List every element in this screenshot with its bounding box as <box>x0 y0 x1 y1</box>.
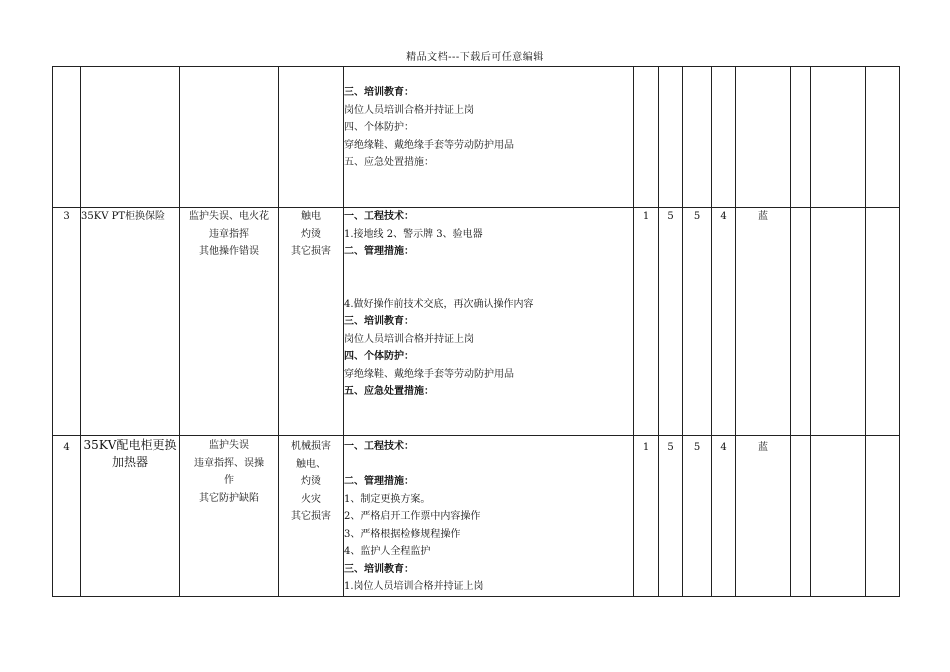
control-measures <box>344 208 634 436</box>
work-item: 35KV PT柜换保险 <box>81 208 180 436</box>
score-e: 5 <box>659 208 683 436</box>
score-e: 5 <box>659 436 683 597</box>
measure-line: 穿绝缘鞋、戴绝缘手套等劳动防护用品 <box>344 139 514 151</box>
page-header: 精品文档---下载后可任意编辑 <box>406 52 544 63</box>
accident-line: 触电、 <box>296 458 326 470</box>
empty-cell <box>866 436 900 597</box>
measure-line: 三、培训教育： <box>344 316 414 327</box>
accident-line: 灼烫 <box>301 476 321 487</box>
risk-level: 蓝 <box>736 436 791 597</box>
measure-line: 4、监护人全程监护 <box>344 546 431 557</box>
table-row <box>53 208 900 436</box>
score-e <box>659 67 683 208</box>
hazard-line: 监护失误、电火花 <box>189 211 269 222</box>
score-l: 1 <box>634 208 659 436</box>
accident-cell <box>279 67 344 208</box>
measure-line: 岗位人员培训合格并持证上岗 <box>344 104 474 116</box>
score-c: 5 <box>683 208 712 436</box>
measure-line: 二、管理措施： <box>344 246 414 257</box>
empty-cell <box>811 67 866 208</box>
measure-line: 穿绝缘鞋、戴绝缘手套等劳动防护用品 <box>344 368 514 380</box>
control-measures <box>344 67 634 208</box>
hazard-line: 违章指挥、误操作 <box>194 457 264 486</box>
measure-line: 1.岗位人员培训合格并持证上岗 <box>344 581 484 592</box>
row-number: 3 <box>53 208 81 436</box>
hazard-cell <box>180 67 279 208</box>
empty-cell <box>811 208 866 436</box>
score-d: 4 <box>712 436 736 597</box>
hazard-line: 其他操作错误 <box>199 246 259 257</box>
measure-line: 4.做好操作前技术交底，再次确认操作内容 <box>344 298 534 310</box>
row-number: 4 <box>53 436 81 597</box>
measure-line: 一、工程技术： <box>344 211 414 222</box>
work-item <box>81 67 180 208</box>
score-l: 1 <box>634 436 659 597</box>
empty-cell <box>791 67 811 208</box>
hazard-line: 违章指挥 <box>209 228 249 240</box>
table-row <box>53 67 900 208</box>
control-measures <box>344 436 634 597</box>
score-d: 4 <box>712 208 736 436</box>
score-d <box>712 67 736 208</box>
accident-line: 灼烫 <box>301 228 321 240</box>
score-c <box>683 67 712 208</box>
accident-line: 其它损害 <box>291 246 331 257</box>
hazard-cell <box>180 436 279 597</box>
empty-cell <box>791 208 811 436</box>
measure-line: 2、严格启开工作票中内容操作 <box>344 511 481 522</box>
measure-line: 五、应急处置措施： <box>344 386 434 397</box>
accident-line: 火灾 <box>301 493 321 505</box>
hazard-cell <box>180 208 279 436</box>
measure-line <box>344 261 633 279</box>
row-number <box>53 67 81 208</box>
measure-line: 三、培训教育： <box>344 87 414 98</box>
work-item: 35KV配电柜更换加热器 <box>81 436 180 597</box>
empty-cell <box>811 436 866 597</box>
measure-line: 四、个体防护： <box>344 351 414 362</box>
score-c: 5 <box>683 436 712 597</box>
accident-line: 触电 <box>301 211 321 222</box>
accident-cell <box>279 436 344 597</box>
empty-cell <box>791 436 811 597</box>
table-row <box>53 436 900 597</box>
measure-line: 一、工程技术： <box>344 441 414 452</box>
risk-level: 蓝 <box>736 208 791 436</box>
accident-line: 机械损害 <box>291 441 331 452</box>
risk-assessment-table <box>52 66 900 597</box>
empty-cell <box>866 67 900 208</box>
measure-line: 3、严格根据检修规程操作 <box>344 528 461 540</box>
measure-line: 三、培训教育： <box>344 563 414 575</box>
score-l <box>634 67 659 208</box>
accident-cell <box>279 208 344 436</box>
accident-line: 其它损害 <box>291 511 331 522</box>
hazard-line: 其它防护缺陷 <box>199 492 259 504</box>
measure-line: 1、制定更换方案。 <box>344 493 431 505</box>
measure-line: 1.接地线 2、警示牌 3、验电器 <box>344 228 483 240</box>
empty-cell <box>866 208 900 436</box>
measure-line <box>344 278 633 296</box>
measure-line <box>344 456 633 474</box>
measure-line: 四、个体防护： <box>344 122 414 133</box>
hazard-line: 监护失误 <box>209 440 249 451</box>
measure-line: 岗位人员培训合格并持证上岗 <box>344 333 474 345</box>
measure-line: 五、应急处置措施： <box>344 157 434 168</box>
measure-line: 二、管理措施： <box>344 476 414 487</box>
risk-level <box>736 67 791 208</box>
